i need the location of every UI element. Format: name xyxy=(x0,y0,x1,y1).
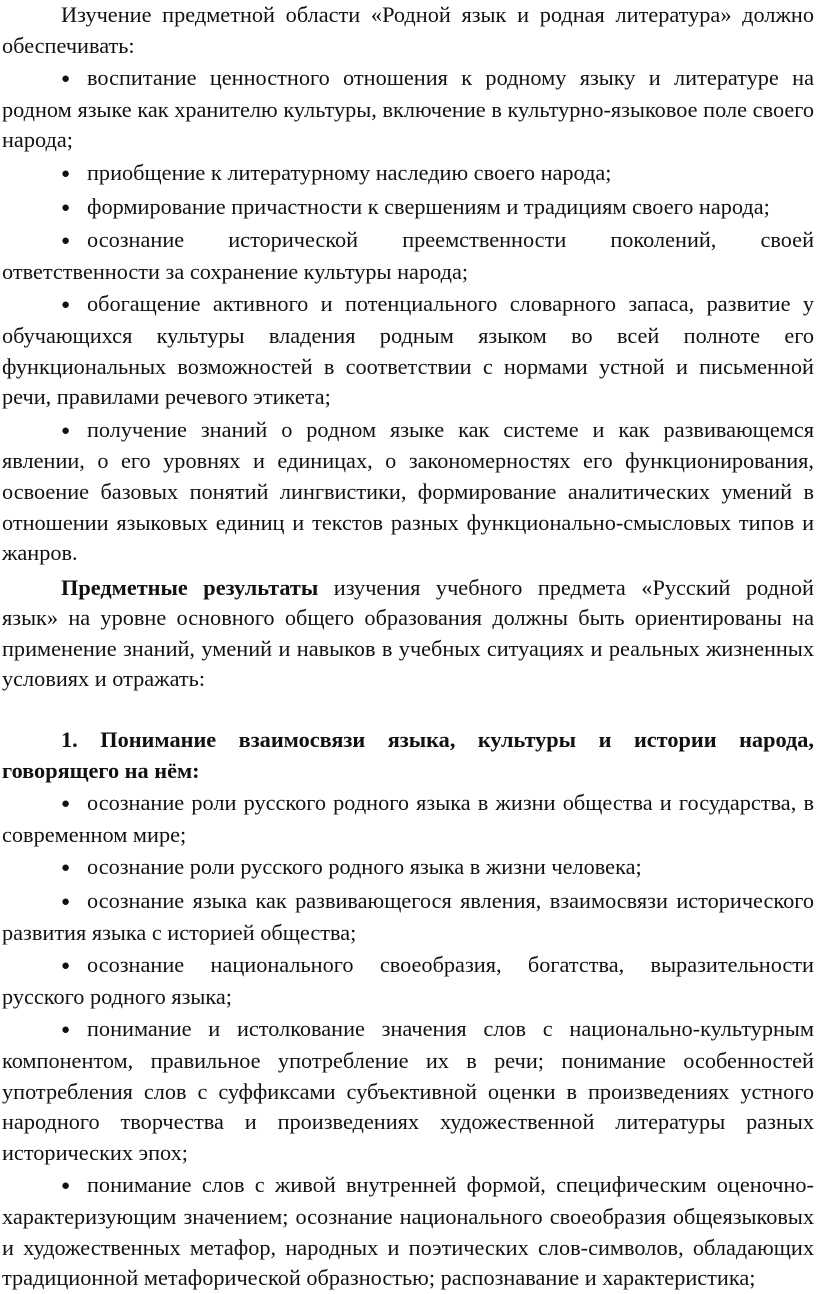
results-paragraph xyxy=(2,573,814,695)
bullet-icon: ● xyxy=(61,199,71,216)
list-item-text: получение знаний о родном языке как системе и как развивающемся явлении, о его уровнях и единицах, о закономерностях его функционирования, освоение базовых понятий лингвистики, формирование аналитических умений в отношении языковых единиц и текстов разных функционально-смысловых типов и жанров. xyxy=(2,416,814,566)
bullet-icon: ● xyxy=(61,233,71,250)
results-bold-lead: Предметные результаты xyxy=(61,574,319,600)
list-item xyxy=(2,950,814,1012)
bullet-icon: ● xyxy=(61,165,71,182)
bullet-icon: ● xyxy=(61,71,71,88)
list-item-text: понимание слов с живой внутренней формой, специфическим оценочно-характеризующим значением; осознание национального своеобразия общеязыковых и художественных метафор, народных и поэтических слов-символов, обладающих традиционной метафорической образностью; распознавание и характеристика; xyxy=(2,1172,814,1291)
bullet-icon: ● xyxy=(61,958,71,975)
list-item-text: понимание и истолкование значения слов с национально-культурным компонентом, правильное употребление их в речи; понимание особенностей употребления слов с суффиксами субъективной оценки в произведениях устного народного творчества и произведениях художественной литературы разных исторических эпох; xyxy=(2,1016,814,1165)
list-item-text: воспитание ценностного отношения к родному языку и литературе на родном языке как хранителю культуры, включение в культурно-языковое поле своего народа; xyxy=(2,65,814,153)
section-1-list xyxy=(2,788,814,1294)
list-item xyxy=(2,158,814,190)
list-item xyxy=(2,225,814,287)
bullet-icon: ● xyxy=(61,1178,71,1195)
list-item-text: осознание языка как развивающегося явления, взаимосвязи исторического развития языка с историей общества; xyxy=(2,888,814,945)
list-item xyxy=(2,192,814,224)
bullet-icon: ● xyxy=(61,796,71,813)
goals-list xyxy=(2,63,814,569)
results-text: изучения учебного предмета «Русский родной язык» на уровне основного общего образования должны быть ориентированы на применение знаний, умений и навыков в учебных ситуациях и реальных жизненных условиях и отражать: xyxy=(2,574,814,692)
list-item xyxy=(2,1014,814,1168)
list-item xyxy=(2,63,814,156)
list-item-text: осознание национального своеобразия, богатства, выразительности русского родного языка; xyxy=(2,952,814,1009)
intro-paragraph: Изучение предметной области «Родной язык и родная литература» должно обеспечивать: xyxy=(2,2,814,58)
list-item-text: обогащение активного и потенциального словарного запаса, развитие у обучающихся культуры владения родным языком во всей полноте его функциональных возможностей в соответствии с нормами устной и письменной речи, правилами речевого этикета; xyxy=(2,291,814,410)
list-item xyxy=(2,415,814,569)
list-item xyxy=(2,852,814,884)
list-item xyxy=(2,886,814,948)
list-item-text: осознание исторической преемственности поколений, своей ответственности за сохранение культуры народа; xyxy=(2,227,814,284)
list-item xyxy=(2,788,814,850)
bullet-icon: ● xyxy=(61,297,71,314)
bullet-icon: ● xyxy=(61,422,71,439)
bullet-icon: ● xyxy=(61,1022,71,1039)
bullet-icon: ● xyxy=(61,894,71,911)
list-item-text: осознание роли русского родного языка в жизни общества и государства, в современном мире; xyxy=(2,790,814,847)
list-item xyxy=(2,289,814,412)
list-item xyxy=(2,1170,814,1293)
bullet-icon: ● xyxy=(61,860,71,877)
list-item-text: осознание роли русского родного языка в жизни человека; xyxy=(87,854,642,880)
list-item-text: формирование причастности к свершениям и традициям своего народа; xyxy=(87,193,770,219)
section-1-heading: 1. Понимание взаимосвязи языка, культуры и истории народа, говорящего на нём: xyxy=(2,727,814,783)
list-item-text: приобщение к литературному наследию своего народа; xyxy=(87,159,612,185)
